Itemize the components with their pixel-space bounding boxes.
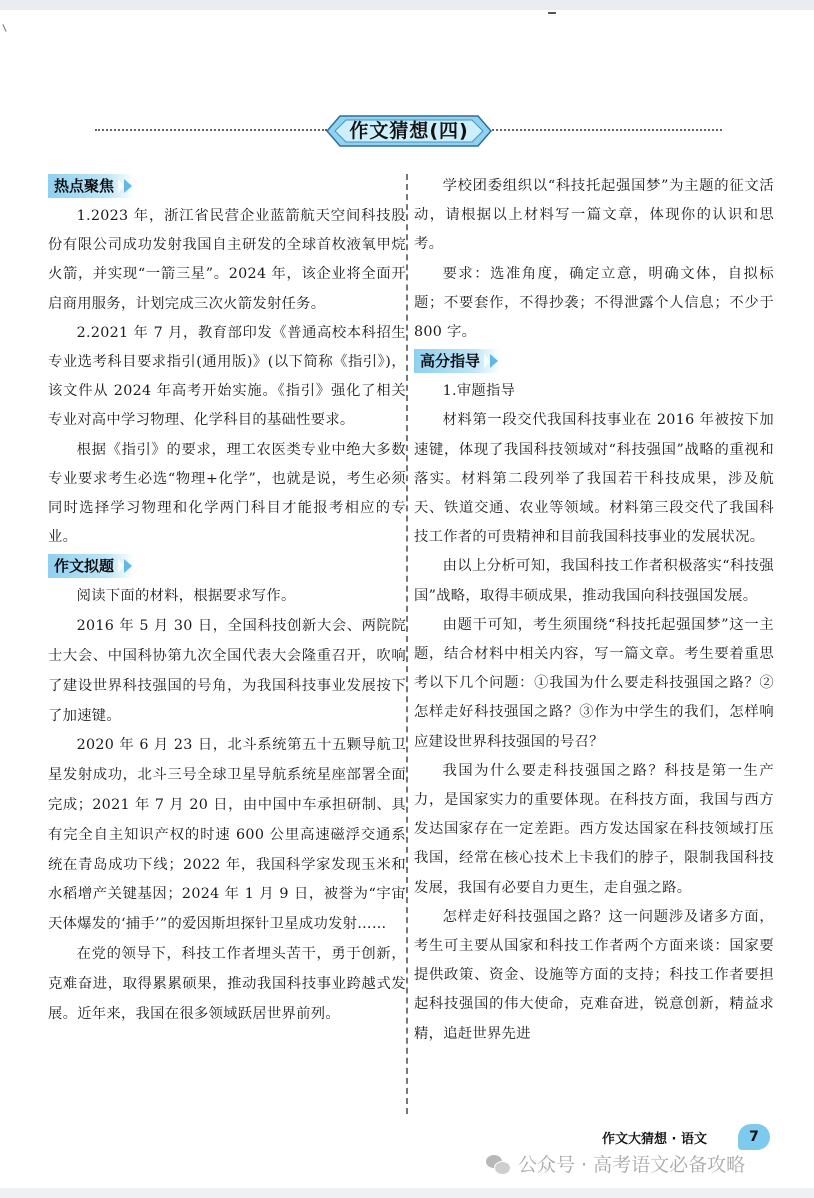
paragraph: 我国为什么要走科技强国之路？科技是第一生产力，是国家实力的重要体现。在科技方面，我国与西方发达国家存在一定差距。西方发达国家在科技领域打压我国，经常在核心技术上卡我们的脖子，限制我国科技发展，我国有必要自力更生，走自强之路。	[414, 762, 774, 896]
section-tag-prompt	[48, 554, 134, 578]
left-column	[48, 172, 406, 1029]
corner-mark	[2, 24, 6, 32]
title-rule-left	[95, 129, 327, 131]
paragraph: 2.2021 年 7 月，教育部印发《普通高校本科招生专业选考科目要求指引(通用版)》(以下简称《指引》)，该文件从 2024 年高考开始实施。《指引》强化了相关专业对高中学习物理、化学科目的基础性要求。	[48, 324, 406, 429]
paragraph: 由题干可知，考生须围绕“科技托起强国梦”这一主题，结合材料中相关内容，写一篇文章。考生要着重思考以下几个问题：①我国为什么要走科技强国之路？②怎样走好科技强国之路？③作为中学生的我们，怎样响应建设世界科技强国的号召？	[414, 616, 774, 750]
book-title-footer: 作文大猜想 · 语文	[602, 1132, 707, 1147]
chevron-icon	[124, 179, 132, 193]
paragraph: 2020 年 6 月 23 日，北斗系统第五十五颗导航卫星发射成功，北斗三号全球卫星导航系统星座部署全面完成；2021 年 7 月 20 日，由中国中车承担研制、具有完全自主知识产权的时速 600 公里高速磁浮交通系统在青岛成功下线；2022 年，我国科学家发现玉米和水稻增产关键基因；2024 年 1 月 9 日，被誉为“宇宙天体爆发的‘捕手’”的爱因斯坦探针卫星成功发射……	[48, 737, 406, 933]
section-tag-hotspot	[48, 174, 134, 198]
title-banner	[326, 115, 492, 147]
bottom-band	[0, 1188, 814, 1198]
paragraph: 根据《指引》的要求，理工农医类专业中绝大多数专业要求考生必选“物理+化学”，也就是说，考生必须同时选择学习物理和化学两门科目才能报考相应的专业。	[48, 441, 406, 546]
title-rule-right	[492, 129, 722, 131]
column-divider	[406, 174, 408, 1114]
paragraph: 2016 年 5 月 30 日，全国科技创新大会、两院院士大会、中国科协第九次全国代表大会隆重召开，吹响了建设世界科技强国的号角，为我国科技事业发展按下了加速键。	[48, 618, 406, 724]
section-tag-label: 作文拟题	[54, 557, 115, 576]
paragraph: 学校团委组织以“科技托起强国梦”为主题的征文活动，请根据以上材料写一篇文章，体现你的认识和思考。	[414, 178, 774, 253]
paragraph: 在党的领导下，科技工作者埋头苦干，勇于创新，克难奋进，取得累累硕果，推动我国科技事业跨越式发展。近年来，我国在很多领域跃居世界前列。	[48, 946, 406, 1022]
watermark-text: 公众号 · 高考语文必备攻略	[518, 1154, 746, 1176]
wechat-icon	[486, 1155, 510, 1175]
page-title: 作文猜想(四)	[349, 120, 469, 142]
watermark	[486, 1152, 745, 1178]
top-band	[0, 0, 814, 10]
page-number: 7	[738, 1124, 770, 1150]
paragraph: 1.2023 年，浙江省民营企业蓝箭航天空间科技股份有限公司成功发射我国自主研发的全球首枚液氧甲烷火箭，并实现“一箭三星”。2024 年，该企业将全面开启商用服务，计划完成三次火箭发射任务。	[48, 208, 406, 312]
section-tag-guide	[414, 349, 500, 373]
subheading: 1.审题指导	[442, 383, 516, 400]
chevron-icon	[124, 559, 132, 573]
paragraph: 由以上分析可知，我国科技工作者积极落实“科技强国”战略，取得丰硕成果，推动我国向科技强国发展。	[414, 558, 774, 604]
section-tag-label: 热点聚焦	[54, 177, 115, 195]
paragraph: 阅读下面的材料，根据要求写作。	[76, 588, 296, 605]
top-mark	[548, 12, 556, 14]
paragraph: 要求：选准角度，确定立意，明确文体，自拟标题；不要套作，不得抄袭；不得泄露个人信息；不少于 800 字。	[414, 265, 774, 341]
section-tag-label: 高分指导	[420, 352, 481, 371]
paragraph: 材料第一段交代我国科技事业在 2016 年被按下加速键，体现了我国科技领域对“科技强国”战略的重视和落实。材料第二段列举了我国若干科技成果，涉及航天、铁道交通、农业等领域。材料第三段交代了我国科技工作者的可贵精神和目前我国科技事业的发展状况。	[414, 412, 774, 546]
paragraph: 怎样走好科技强国之路？这一问题涉及诸多方面，考生可主要从国家和科技工作者两个方面来谈：国家要提供政策、资金、设施等方面的支持；科技工作者要担起科技强国的伟大使命，克难奋进，锐意创新，精益求精，追赶世界先进	[414, 908, 774, 1042]
right-column	[414, 172, 774, 1049]
chevron-icon	[490, 354, 498, 368]
